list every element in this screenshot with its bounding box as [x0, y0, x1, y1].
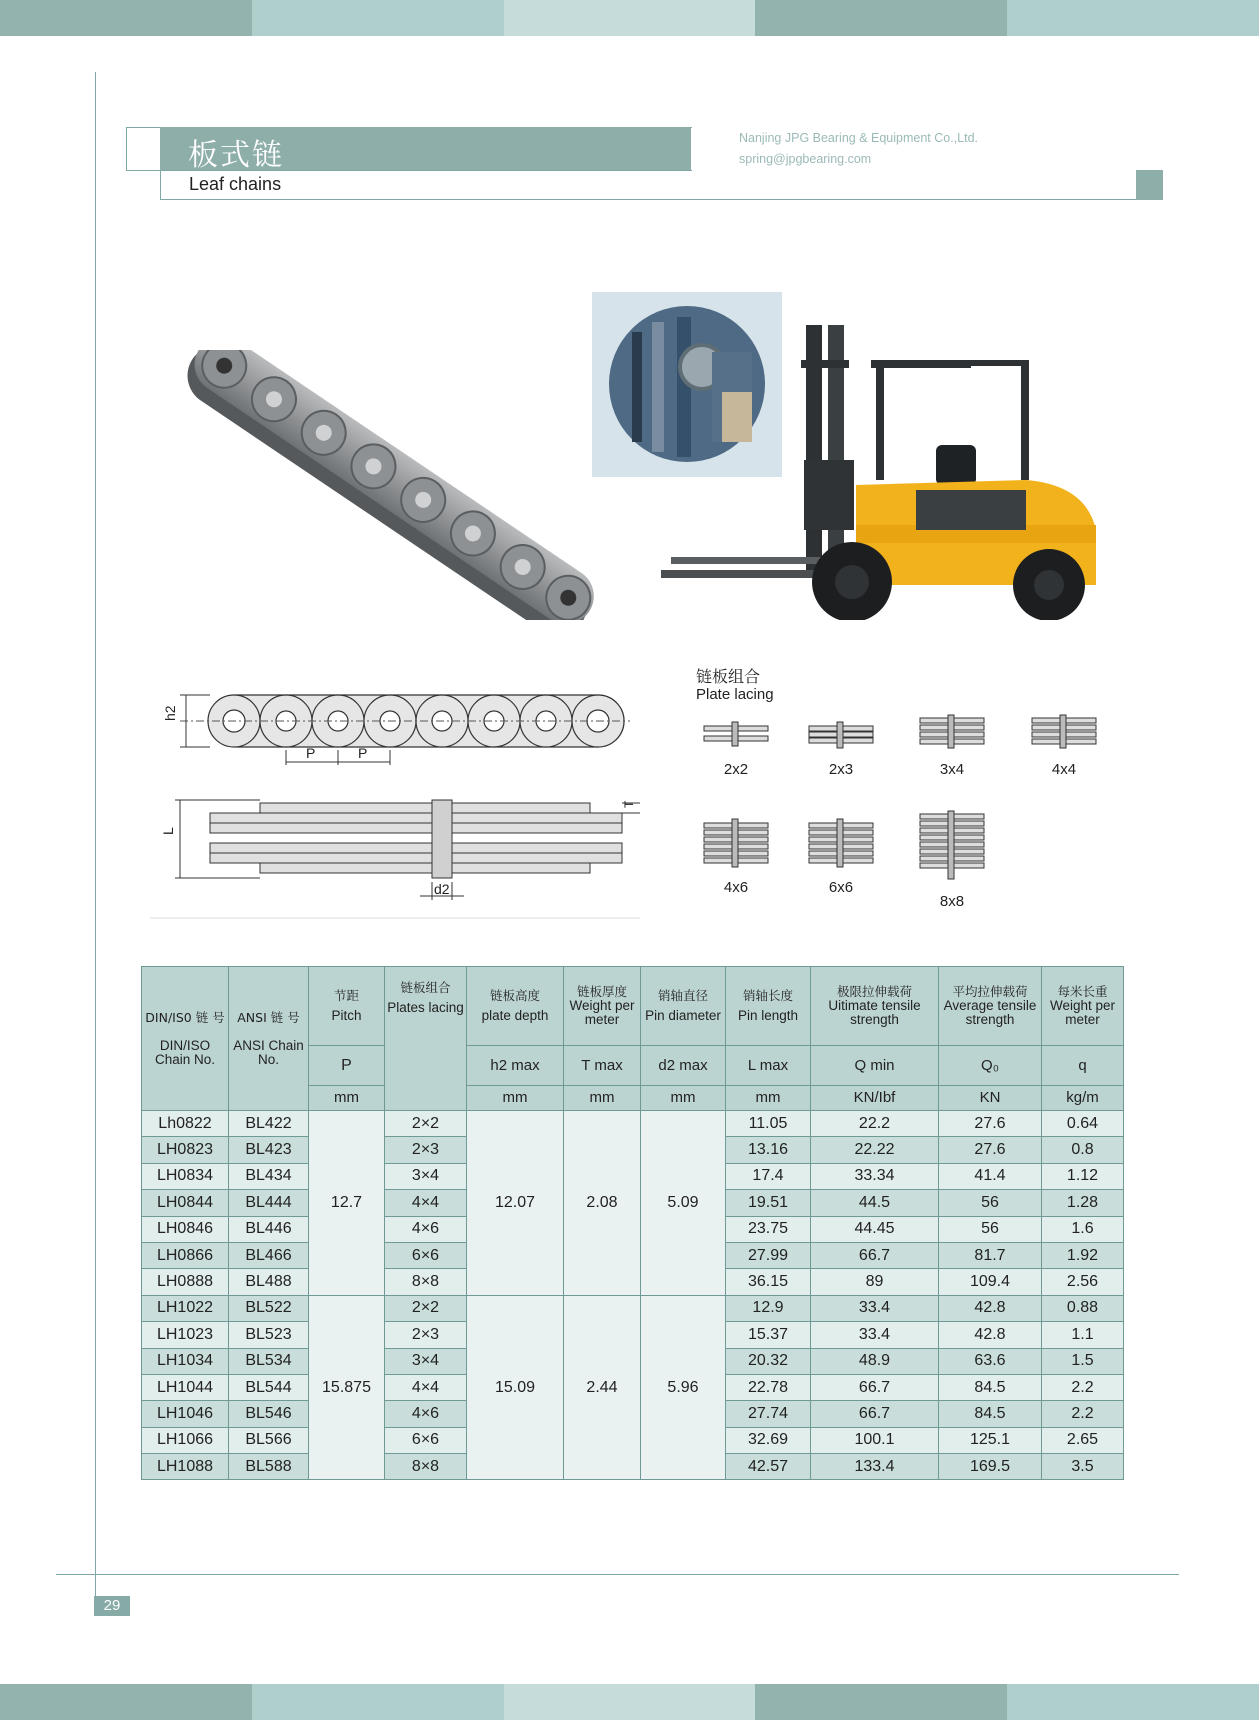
unit-pitch: mm — [309, 1086, 385, 1111]
company-name: Nanjing JPG Bearing & Equipment Co.,Ltd. — [739, 131, 979, 145]
cell-lacing: 2×2 — [385, 1111, 467, 1137]
spec-table — [141, 966, 1124, 1480]
lacing-label: 3x4 — [939, 761, 965, 778]
cell-uts: 44.45 — [811, 1216, 939, 1242]
cell-uts: 66.7 — [811, 1374, 939, 1400]
cell-uts: 89 — [811, 1269, 939, 1295]
cell-ansi: BL422 — [229, 1111, 309, 1137]
cell-ansi: BL544 — [229, 1374, 309, 1400]
cell-pin-length: 19.51 — [726, 1190, 811, 1216]
header-din-en: DIN/ISO Chain No. — [154, 1037, 216, 1067]
cell-avg: 84.5 — [939, 1374, 1042, 1400]
cell-lacing: 4×4 — [385, 1190, 467, 1216]
cell-lacing: 3×4 — [385, 1163, 467, 1189]
cell-pin-length: 27.99 — [726, 1242, 811, 1268]
header-pitch-en: Pitch — [331, 1008, 362, 1023]
cell-lacing: 2×3 — [385, 1322, 467, 1348]
cell-din: LH0866 — [142, 1242, 229, 1268]
header-len-cn: 销轴长度 — [742, 988, 793, 1003]
cell-uts: 44.5 — [811, 1190, 939, 1216]
cell-ansi: BL444 — [229, 1190, 309, 1216]
header-ansi — [229, 967, 309, 1111]
cell-ansi: BL466 — [229, 1242, 309, 1268]
cell-pin-length: 15.37 — [726, 1322, 811, 1348]
lacing-label: 4x4 — [1051, 761, 1077, 778]
header-pitch-cn: 节距 — [333, 988, 359, 1003]
table-row — [142, 1111, 1124, 1137]
header-thickness — [564, 967, 641, 1046]
cell-weight: 1.12 — [1042, 1163, 1124, 1189]
cell-weight: 1.92 — [1042, 1242, 1124, 1268]
cell-din: LH0834 — [142, 1163, 229, 1189]
header-uts-symbol: Q min — [811, 1046, 939, 1086]
left-margin-rule — [95, 72, 96, 1612]
page-title-en: Leaf chains — [189, 174, 282, 194]
cell-lacing: 4×4 — [385, 1374, 467, 1400]
header-uts-en: Uitimate tensile strength — [828, 998, 921, 1027]
cell-uts: 133.4 — [811, 1454, 939, 1480]
header-din-cn: DIN/IS0 链 号 — [145, 1009, 225, 1025]
cell-avg: 42.8 — [939, 1322, 1042, 1348]
cell-uts: 33.34 — [811, 1163, 939, 1189]
cell-avg: 42.8 — [939, 1295, 1042, 1321]
cell-lacing: 3×4 — [385, 1348, 467, 1374]
cell-din: LH1066 — [142, 1427, 229, 1453]
header-depth — [467, 967, 564, 1046]
header-ansi-en: ANSI Chain No. — [233, 1037, 304, 1067]
dim-d2-label: d2 — [434, 881, 450, 897]
cell-pin-length: 36.15 — [726, 1269, 811, 1295]
header-ultimate-strength — [811, 967, 939, 1046]
bottom-color-band — [0, 1684, 1259, 1720]
header-thick-symbol: T max — [564, 1046, 641, 1086]
company-email: spring@jpgbearing.com — [739, 152, 872, 166]
header-avg-en: Average tensile strength — [943, 998, 1037, 1027]
header-pin-en: Pin diameter — [645, 1008, 721, 1023]
cell-pitch: 15.875 — [309, 1295, 385, 1480]
lacing-item — [691, 818, 781, 896]
lacing-title-en: Plate lacing — [696, 686, 774, 703]
cell-weight: 1.28 — [1042, 1190, 1124, 1216]
cell-lacing: 6×6 — [385, 1427, 467, 1453]
cell-avg: 81.7 — [939, 1242, 1042, 1268]
chain-top-view-diagram — [150, 790, 640, 920]
cell-pin-length: 22.78 — [726, 1374, 811, 1400]
cell-pin-diameter: 5.96 — [641, 1295, 726, 1480]
header-pin-length — [726, 967, 811, 1046]
top-color-band — [0, 0, 1259, 36]
leaf-chain-photo — [160, 350, 610, 620]
cell-lacing: 2×2 — [385, 1295, 467, 1321]
cell-uts: 33.4 — [811, 1295, 939, 1321]
cell-pin-length: 23.75 — [726, 1216, 811, 1242]
cell-pin-length: 27.74 — [726, 1401, 811, 1427]
page-title-cn: 板式链 — [188, 138, 284, 173]
spec-table-body — [142, 1111, 1124, 1480]
cell-depth: 15.09 — [467, 1295, 564, 1480]
dim-p-label-1: P — [306, 745, 316, 761]
cell-avg: 27.6 — [939, 1111, 1042, 1137]
lacing-title-cn: 链板组合 — [696, 667, 761, 686]
header-pin-symbol: d2 max — [641, 1046, 726, 1086]
cell-weight: 0.88 — [1042, 1295, 1124, 1321]
header-len-en: Pin length — [737, 1008, 799, 1023]
unit-thickness: mm — [564, 1086, 641, 1111]
cell-lacing: 8×8 — [385, 1454, 467, 1480]
cell-pin-diameter: 5.09 — [641, 1111, 726, 1296]
cell-din: LH1034 — [142, 1348, 229, 1374]
dim-t-label: T — [622, 800, 636, 808]
lacing-label: 8x8 — [939, 893, 965, 910]
cell-lacing: 4×6 — [385, 1216, 467, 1242]
cell-lacing: 2×3 — [385, 1137, 467, 1163]
header-depth-en: plate depth — [481, 1008, 549, 1023]
cell-avg: 109.4 — [939, 1269, 1042, 1295]
cell-avg: 84.5 — [939, 1401, 1042, 1427]
cell-ansi: BL588 — [229, 1454, 309, 1480]
lacing-6x6-icon — [801, 818, 881, 868]
cell-din: LH0846 — [142, 1216, 229, 1242]
lacing-label: 2x2 — [723, 761, 749, 778]
cell-pin-length: 13.16 — [726, 1137, 811, 1163]
dim-h2-label: h2 — [162, 705, 178, 721]
cell-din: LH1044 — [142, 1374, 229, 1400]
cell-uts: 33.4 — [811, 1322, 939, 1348]
header-len-symbol: L max — [726, 1046, 811, 1086]
header-din — [142, 967, 229, 1111]
cell-weight: 0.64 — [1042, 1111, 1124, 1137]
cell-pin-length: 20.32 — [726, 1348, 811, 1374]
cell-pin-length: 11.05 — [726, 1111, 811, 1137]
cell-ansi: BL446 — [229, 1216, 309, 1242]
lacing-item — [1019, 714, 1109, 778]
forklift-photo — [656, 320, 1096, 620]
header-avg-symbol: Q₀ — [939, 1046, 1042, 1086]
lacing-item — [691, 720, 781, 778]
cell-din: LH1088 — [142, 1454, 229, 1480]
unit-pin-length: mm — [726, 1086, 811, 1111]
header-lacing — [385, 967, 467, 1111]
cell-lacing: 4×6 — [385, 1401, 467, 1427]
cell-din: Lh0822 — [142, 1111, 229, 1137]
lacing-item — [796, 818, 886, 896]
unit-weight: kg/m — [1042, 1086, 1124, 1111]
lacing-item — [796, 720, 886, 778]
cell-uts: 66.7 — [811, 1242, 939, 1268]
cell-ansi: BL566 — [229, 1427, 309, 1453]
cell-weight: 1.5 — [1042, 1348, 1124, 1374]
cell-ansi: BL546 — [229, 1401, 309, 1427]
header-weight — [1042, 967, 1124, 1046]
cell-ansi: BL522 — [229, 1295, 309, 1321]
cell-ansi: BL434 — [229, 1163, 309, 1189]
header-thick-en: Weight per meter — [569, 998, 635, 1027]
cell-uts: 66.7 — [811, 1401, 939, 1427]
cell-lacing: 6×6 — [385, 1242, 467, 1268]
chain-side-view-diagram — [150, 680, 630, 780]
cell-avg: 27.6 — [939, 1137, 1042, 1163]
cell-weight: 1.6 — [1042, 1216, 1124, 1242]
cell-uts: 22.22 — [811, 1137, 939, 1163]
unit-avg: KN — [939, 1086, 1042, 1111]
cell-ansi: BL423 — [229, 1137, 309, 1163]
header-pin-diameter — [641, 967, 726, 1046]
cell-din: LH0823 — [142, 1137, 229, 1163]
cell-avg: 169.5 — [939, 1454, 1042, 1480]
cell-uts: 48.9 — [811, 1348, 939, 1374]
header-thick-cn: 链板厚度 — [576, 984, 627, 999]
cell-din: LH1023 — [142, 1322, 229, 1348]
footer-rule — [56, 1574, 1179, 1575]
dim-p-label-2: P — [358, 745, 368, 761]
table-row — [142, 1295, 1124, 1321]
cell-thickness: 2.44 — [564, 1295, 641, 1480]
lacing-2x2-icon — [696, 720, 776, 750]
cell-weight: 2.2 — [1042, 1401, 1124, 1427]
lacing-8x8-icon — [912, 810, 992, 882]
page-number: 29 — [94, 1596, 130, 1616]
lacing-item — [907, 810, 997, 910]
cell-avg: 41.4 — [939, 1163, 1042, 1189]
lacing-2x3-icon — [801, 720, 881, 750]
cell-thickness: 2.08 — [564, 1111, 641, 1296]
unit-uts: KN/Ibf — [811, 1086, 939, 1111]
unit-pin-diameter: mm — [641, 1086, 726, 1111]
cell-pin-length: 12.9 — [726, 1295, 811, 1321]
cell-weight: 3.5 — [1042, 1454, 1124, 1480]
cell-din: LH0844 — [142, 1190, 229, 1216]
lacing-3x4-icon — [912, 714, 992, 750]
cell-uts: 100.1 — [811, 1427, 939, 1453]
header-lacing-cn: 链板组合 — [400, 980, 451, 995]
cell-weight: 2.2 — [1042, 1374, 1124, 1400]
cell-din: LH1022 — [142, 1295, 229, 1321]
cell-avg: 125.1 — [939, 1427, 1042, 1453]
header-ansi-cn: ANSI 链 号 — [237, 1009, 300, 1025]
header-wt-symbol: q — [1042, 1046, 1124, 1086]
cell-avg: 56 — [939, 1216, 1042, 1242]
header-pin-cn: 销轴直径 — [657, 988, 708, 1003]
cell-pin-length: 17.4 — [726, 1163, 811, 1189]
cell-avg: 63.6 — [939, 1348, 1042, 1374]
header-wt-en: Weight per meter — [1049, 998, 1116, 1027]
header-pitch — [309, 967, 385, 1046]
lacing-4x6-icon — [696, 818, 776, 868]
lacing-4x4-icon — [1024, 714, 1104, 750]
header-pitch-symbol: P — [309, 1046, 385, 1086]
cell-avg: 56 — [939, 1190, 1042, 1216]
header-uts-cn: 极限拉伸载荷 — [836, 984, 912, 999]
cell-lacing: 8×8 — [385, 1269, 467, 1295]
lacing-label: 4x6 — [723, 879, 749, 896]
cell-din: LH0888 — [142, 1269, 229, 1295]
header-avg-cn: 平均拉伸载荷 — [952, 984, 1028, 999]
cell-ansi: BL488 — [229, 1269, 309, 1295]
header-average-strength — [939, 967, 1042, 1046]
lacing-label: 6x6 — [828, 879, 854, 896]
cell-din: LH1046 — [142, 1401, 229, 1427]
cell-ansi: BL534 — [229, 1348, 309, 1374]
header-depth-symbol: h2 max — [467, 1046, 564, 1086]
cell-weight: 2.56 — [1042, 1269, 1124, 1295]
corner-block — [1136, 170, 1163, 200]
cell-pin-length: 42.57 — [726, 1454, 811, 1480]
lacing-label: 2x3 — [828, 761, 854, 778]
cell-weight: 0.8 — [1042, 1137, 1124, 1163]
cell-weight: 2.65 — [1042, 1427, 1124, 1453]
cell-ansi: BL523 — [229, 1322, 309, 1348]
cell-pitch: 12.7 — [309, 1111, 385, 1296]
dim-l-label: L — [160, 827, 176, 835]
cell-weight: 1.1 — [1042, 1322, 1124, 1348]
header-lacing-en: Plates lacing — [387, 1000, 464, 1015]
unit-depth: mm — [467, 1086, 564, 1111]
cell-pin-length: 32.69 — [726, 1427, 811, 1453]
lacing-item — [907, 714, 997, 778]
subtitle-frame — [160, 170, 1161, 200]
cell-depth: 12.07 — [467, 1111, 564, 1296]
header-wt-cn: 每米长重 — [1057, 984, 1108, 999]
header-depth-cn: 链板高度 — [489, 988, 540, 1003]
cell-uts: 22.2 — [811, 1111, 939, 1137]
